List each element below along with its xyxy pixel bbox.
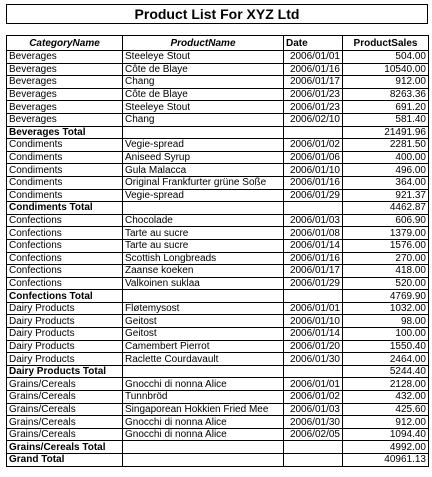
cell-sales[interactable]: 21491.96 [343, 126, 429, 139]
cell-category[interactable]: Dairy Products [7, 353, 123, 366]
grand-total-row [7, 454, 429, 467]
table-row [7, 252, 429, 265]
cell-product[interactable]: Tarte au sucre [123, 239, 284, 252]
cell-sales[interactable]: 1094.40 [343, 428, 429, 441]
table-row [7, 63, 429, 76]
cell-product[interactable] [123, 126, 284, 139]
cell-date[interactable]: 2006/01/20 [284, 340, 343, 353]
table-row [7, 76, 429, 89]
cell-category[interactable]: Beverages [7, 101, 123, 114]
table-row [7, 239, 429, 252]
table-row [7, 151, 429, 164]
cell-category[interactable]: Dairy Products [7, 340, 123, 353]
cell-sales[interactable]: 4462.87 [343, 202, 429, 215]
cell-product[interactable]: Gnocchi di nonna Alice [123, 428, 284, 441]
cell-date[interactable] [284, 454, 343, 467]
cell-sales[interactable]: 1379.00 [343, 227, 429, 240]
table-row [7, 101, 429, 114]
subtotal-row [7, 126, 429, 139]
cell-sales[interactable]: 400.00 [343, 151, 429, 164]
cell-sales[interactable]: 520.00 [343, 277, 429, 290]
cell-sales[interactable]: 40961.13 [343, 454, 429, 467]
cell-date[interactable]: 2006/01/16 [284, 252, 343, 265]
table-row [7, 378, 429, 391]
cell-date[interactable]: 2006/01/10 [284, 164, 343, 177]
cell-date[interactable]: 2006/01/02 [284, 139, 343, 152]
cell-date[interactable] [284, 126, 343, 139]
table-row [7, 315, 429, 328]
header-category[interactable]: CategoryName [7, 36, 123, 51]
cell-product[interactable] [123, 202, 284, 215]
cell-product[interactable]: Steeleye Stout [123, 101, 284, 114]
cell-category[interactable]: Condiments Total [7, 202, 123, 215]
cell-sales[interactable]: 581.40 [343, 113, 429, 126]
table-row [7, 139, 429, 152]
table-row [7, 428, 429, 441]
cell-date[interactable]: 2006/01/16 [284, 176, 343, 189]
table-row [7, 416, 429, 429]
cell-product[interactable]: Zaanse koeken [123, 265, 284, 278]
report-title: Product List For XYZ Ltd [6, 4, 428, 24]
cell-category[interactable]: Grains/Cereals [7, 416, 123, 429]
cell-product[interactable]: Gnocchi di nonna Alice [123, 378, 284, 391]
cell-sales[interactable]: 364.00 [343, 176, 429, 189]
cell-sales[interactable]: 100.00 [343, 328, 429, 341]
cell-sales[interactable]: 912.00 [343, 76, 429, 89]
cell-category[interactable]: Condiments [7, 151, 123, 164]
cell-sales[interactable]: 8263.36 [343, 88, 429, 101]
cell-product[interactable]: Chang [123, 76, 284, 89]
cell-product[interactable]: Raclette Courdavault [123, 353, 284, 366]
cell-product[interactable]: Aniseed Syrup [123, 151, 284, 164]
cell-category[interactable]: Confections [7, 214, 123, 227]
cell-sales[interactable]: 270.00 [343, 252, 429, 265]
cell-sales[interactable]: 98.00 [343, 315, 429, 328]
cell-sales[interactable]: 504.00 [343, 51, 429, 64]
cell-category[interactable]: Confections [7, 277, 123, 290]
cell-date[interactable]: 2006/01/29 [284, 277, 343, 290]
cell-sales[interactable]: 2464.00 [343, 353, 429, 366]
cell-category[interactable]: Grains/Cereals Total [7, 441, 123, 454]
cell-date[interactable]: 2006/01/08 [284, 227, 343, 240]
cell-category[interactable]: Condiments [7, 164, 123, 177]
table-row [7, 176, 429, 189]
cell-sales[interactable]: 1032.00 [343, 302, 429, 315]
header-date[interactable]: Date [284, 36, 343, 51]
cell-category[interactable]: Confections [7, 227, 123, 240]
cell-product[interactable]: Vegie-spread [123, 189, 284, 202]
cell-category[interactable]: Beverages [7, 113, 123, 126]
cell-date[interactable]: 2006/01/02 [284, 391, 343, 404]
table-row [7, 227, 429, 240]
cell-category[interactable]: Dairy Products [7, 328, 123, 341]
cell-category[interactable]: Confections Total [7, 290, 123, 303]
cell-product[interactable]: Tunnbröd [123, 391, 284, 404]
cell-sales[interactable]: 4992.00 [343, 441, 429, 454]
cell-product[interactable]: Chocolade [123, 214, 284, 227]
product-table [6, 35, 429, 467]
cell-product[interactable]: Geitost [123, 315, 284, 328]
table-row [7, 328, 429, 341]
cell-date[interactable]: 2006/01/23 [284, 88, 343, 101]
table-row [7, 265, 429, 278]
table-row [7, 353, 429, 366]
cell-sales[interactable]: 496.00 [343, 164, 429, 177]
cell-product[interactable]: Côte de Blaye [123, 88, 284, 101]
cell-sales[interactable]: 1576.00 [343, 239, 429, 252]
table-row [7, 113, 429, 126]
header-product[interactable]: ProductName [123, 36, 284, 51]
cell-product[interactable] [123, 290, 284, 303]
table-row [7, 391, 429, 404]
cell-category[interactable]: Condiments [7, 176, 123, 189]
cell-sales[interactable]: 425.60 [343, 403, 429, 416]
header-row [7, 36, 429, 51]
cell-product[interactable]: Steeleye Stout [123, 51, 284, 64]
cell-category[interactable]: Beverages [7, 51, 123, 64]
cell-category[interactable]: Grains/Cereals [7, 391, 123, 404]
cell-date[interactable]: 2006/01/30 [284, 353, 343, 366]
table-row [7, 51, 429, 64]
cell-category[interactable]: Confections [7, 265, 123, 278]
cell-sales[interactable]: 418.00 [343, 265, 429, 278]
cell-date[interactable]: 2006/01/17 [284, 265, 343, 278]
cell-sales[interactable]: 1550.40 [343, 340, 429, 353]
header-sales[interactable]: ProductSales [343, 36, 429, 51]
cell-date[interactable]: 2006/02/10 [284, 113, 343, 126]
cell-date[interactable]: 2006/01/06 [284, 151, 343, 164]
cell-date[interactable]: 2006/01/30 [284, 416, 343, 429]
cell-date[interactable]: 2006/01/16 [284, 63, 343, 76]
subtotal-row [7, 202, 429, 215]
cell-category[interactable]: Grains/Cereals [7, 378, 123, 391]
cell-date[interactable] [284, 290, 343, 303]
cell-category[interactable]: Beverages [7, 63, 123, 76]
cell-category[interactable]: Grains/Cereals [7, 403, 123, 416]
cell-date[interactable] [284, 441, 343, 454]
cell-category[interactable]: Confections [7, 239, 123, 252]
cell-date[interactable] [284, 365, 343, 378]
table-row [7, 340, 429, 353]
cell-product[interactable] [123, 454, 284, 467]
cell-product[interactable]: Chang [123, 113, 284, 126]
cell-product[interactable]: Vegie-spread [123, 139, 284, 152]
cell-category[interactable]: Condiments [7, 139, 123, 152]
cell-product[interactable]: Singaporean Hokkien Fried Mee [123, 403, 284, 416]
cell-sales[interactable]: 10540.00 [343, 63, 429, 76]
cell-date[interactable]: 2006/01/29 [284, 189, 343, 202]
subtotal-row [7, 365, 429, 378]
cell-sales[interactable]: 432.00 [343, 391, 429, 404]
cell-date[interactable] [284, 202, 343, 215]
table-row [7, 302, 429, 315]
cell-date[interactable]: 2006/01/14 [284, 328, 343, 341]
cell-date[interactable]: 2006/01/03 [284, 403, 343, 416]
cell-date[interactable]: 2006/01/17 [284, 76, 343, 89]
cell-product[interactable]: Gula Malacca [123, 164, 284, 177]
cell-product[interactable]: Valkoinen suklaa [123, 277, 284, 290]
table-row [7, 88, 429, 101]
cell-product[interactable] [123, 441, 284, 454]
cell-sales[interactable]: 4769.90 [343, 290, 429, 303]
cell-date[interactable]: 2006/01/14 [284, 239, 343, 252]
subtotal-row [7, 290, 429, 303]
table-row [7, 164, 429, 177]
cell-date[interactable]: 2006/01/01 [284, 51, 343, 64]
cell-sales[interactable]: 606.90 [343, 214, 429, 227]
cell-sales[interactable]: 5244.40 [343, 365, 429, 378]
cell-sales[interactable]: 912.00 [343, 416, 429, 429]
cell-product[interactable]: Geitost [123, 328, 284, 341]
cell-sales[interactable]: 2281.50 [343, 139, 429, 152]
cell-product[interactable]: Original Frankfurter grüne Soße [123, 176, 284, 189]
cell-product[interactable]: Camembert Pierrot [123, 340, 284, 353]
cell-category[interactable]: Confections [7, 252, 123, 265]
cell-category[interactable]: Grand Total [7, 454, 123, 467]
table-row [7, 403, 429, 416]
cell-date[interactable]: 2006/01/10 [284, 315, 343, 328]
cell-date[interactable]: 2006/01/03 [284, 214, 343, 227]
table-row [7, 277, 429, 290]
cell-product[interactable]: Gnocchi di nonna Alice [123, 416, 284, 429]
cell-product[interactable] [123, 365, 284, 378]
cell-category[interactable]: Dairy Products Total [7, 365, 123, 378]
cell-sales[interactable]: 2128.00 [343, 378, 429, 391]
cell-date[interactable]: 2006/01/01 [284, 378, 343, 391]
cell-product[interactable]: Tarte au sucre [123, 227, 284, 240]
cell-category[interactable]: Condiments [7, 189, 123, 202]
cell-category[interactable]: Dairy Products [7, 302, 123, 315]
cell-sales[interactable]: 691.20 [343, 101, 429, 114]
cell-product[interactable]: Fløtemysost [123, 302, 284, 315]
subtotal-row [7, 441, 429, 454]
cell-category[interactable]: Beverages [7, 88, 123, 101]
cell-category[interactable]: Beverages [7, 76, 123, 89]
cell-product[interactable]: Côte de Blaye [123, 63, 284, 76]
table-row [7, 214, 429, 227]
cell-category[interactable]: Dairy Products [7, 315, 123, 328]
cell-date[interactable]: 2006/02/05 [284, 428, 343, 441]
cell-date[interactable]: 2006/01/23 [284, 101, 343, 114]
table-row [7, 189, 429, 202]
cell-sales[interactable]: 921.37 [343, 189, 429, 202]
cell-category[interactable]: Grains/Cereals [7, 428, 123, 441]
cell-date[interactable]: 2006/01/01 [284, 302, 343, 315]
cell-product[interactable]: Scottish Longbreads [123, 252, 284, 265]
cell-category[interactable]: Beverages Total [7, 126, 123, 139]
